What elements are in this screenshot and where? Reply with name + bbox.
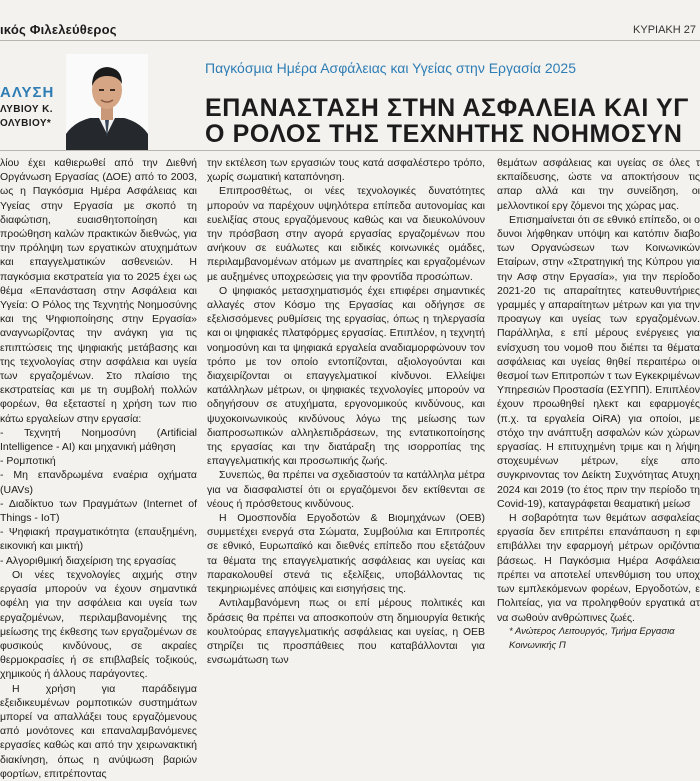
paragraph: Η σοβαρότητα των θεμάτων ασφαλείας εργασία δεν επιτρέπει επανάπαυση η εφι επιβάλλει την εφαρμογή μέτρων οριζόντια βάσεως. Η Παγκόσμια Ημέρα Ασφάλεια πρέπει να αποτελεί υπενθύμιση του υποχ των εμπλεκόμενων φορέων, Εργοδοτών, ε Πολιτείας, για να προληφθούν εργατικά ατ να σωθούν ανθρώπινες ζωές. — [497, 512, 700, 624]
author-portrait-image — [66, 54, 148, 150]
author-photo — [66, 54, 148, 150]
column-label: ΑΛΥΣΗ — [0, 84, 55, 101]
article-column-3 — [497, 156, 700, 656]
paragraph: Επισημαίνεται ότι σε εθνικό επίπεδο, οι ο δυνοι λήφθηκαν υπόψη και κατόπιν διαβο των Οργανώσεων των Κοινωνικών Εταίρων, στην «Στρατηγική της Κύπρου για την Ασφ στην Εργασία», για την περίοδο 2021-20 τις απαραίτητες κατευθυντήριες γραμμές γ απαραίτητων μέτρων και για την προαγωγ και υγείας των εργαζομένων. Παράλληλα, ε επί μέρους ενέργειες για ενίσχυση του νομοθ που διέπει τα θέματα ασφάλειας και υγείας θηθεί περαιτέρω οι θεσμοί των Επιτροπών τ των Εγκεκριμένων Υπηρεσιών Προστασία (ΕΣΥΠΠ). Επιπλέον έχουν προωθηθεί ηλεκτ και εφαρμογές (π.χ. τα εργαλεία OiRA) για οποίοι, με στόχο την ανάπτυξη ασφαλών κών χώρων εργασίας. Η επιτυχημένη τριμε και η λήψη στοχευμένων μέτρων, είχε απο συγκρινοντας τον Δείκτη Συχνότητας Ατυχη 2024 και 2019 (το έτος πριν την περίοδο τη Covid-19), καταγράφεται θεαματική μείωσ — [497, 213, 700, 510]
list-item: - Μη επανδρωμένα εναέρια οχήματα (UAVs) — [0, 469, 197, 496]
author-signature-dept: Κοινωνικής Π — [509, 639, 566, 651]
paragraph: λίου έχει καθιερωθεί από την Διεθνή Οργάνωση Εργασίας (ΔΟΕ) από το 2003, ως η Παγκόσμια Ημέρα Ασφάλειας και Υγείας στην Εργασία με σκοπό τη διαφώτιση, ευαισθητοποίηση και προώθηση καλών πρακτικών διεθνώς, για την πρόληψη των εργατικών ατυχημάτων και επαγγελματικών ασθενειών. Η παγκόσμια εκστρατεία για το 2025 έχει ως θέμα «Επανάσταση στην Ασφάλεια και Υγεία: Ο Ρόλος της Τεχνητής Νοημοσύνης και της Ψηφιοποίησης στην Εργασία» αναγνωρίζοντας την ανάγκη για τις επιπτώσεις της ψηφιακής μετάβασης και της τεχνολογίας στην ασφάλεια και υγεία των εργαζομένων. Στο πλαίσιο της εκστρατείας και με τη συμβολή πολλών φορέων, θα εξεταστεί η χρήση των πιο κάτω εργαλείων στην εργασία: — [0, 157, 197, 425]
header-divider — [0, 40, 700, 41]
paragraph: Οι νέες τεχνολογίες αιχμής στην εργασία μπορούν να έχουν σημαντικά οφέλη για την ασφάλεια και υγεία των εργαζομένων, περιλαμβανομένης της μείωσης της έκθεσης των εργαζομένων σε φυσικούς κινδύνους, σε ακραίες θερμοκρασίες ή σε επιβλαβείς τοξικούς, χημικούς ή άλλους παράγοντες. — [0, 568, 197, 681]
paragraph: Η Ομοσπονδία Εργοδοτών & Βιομηχάνων (ΟΕΒ) συμμετέχει ενεργά στα Σώματα, Συμβούλια και Επιτροπές σε εθνικό, Ευρωπαϊκό και διεθνές επίπεδο που εξετάζουν τα θέματα της επαγγελματικής ασφάλειας και υγείας και παρακολουθεί στενά τις εξελίξεις, υποβάλλοντας τις τεκμηριωμένες απόψεις και εισηγήσεις της. — [207, 512, 485, 596]
paragraph: Ο ψηφιακός μετασχηματισμός έχει επιφέρει σημαντικές αλλαγές στον Κόσμο της Εργασίας και οδήγησε σε εξελισσόμενες ρυθμίσεις της εργασίας, όπως η τηλεργασία και οι ψηφιακές πλατφόρμες εργασίας. Επιπλέον, η τεχνητή νοημοσύνη και τα ψηφιακά εργαλεία αναδιαμορφώνουν τον τρόπο με τον οποίο εντοπίζονται, αξιολογούνται και διαχειρίζονται οι επαγγελματικοί κίνδυνοι. Ελλείψει κατάλληλων μέτρων, οι ψηφιακές τεχνολογίες μπορούν να οδηγήσουν σε ατυχήματα, εργονομικούς κινδύνους, και ψυχοκοινωνικούς κινδύνους λόγω της μείωσης των διαπροσωπικών αλληλεπιδράσεων, της εντατικοποίησης της εργασίας και την διατάραξη της ισορροπίας της επαγγελματικής και προσωπικής ζωής. — [207, 284, 485, 468]
list-item: - Ρομποτική — [0, 455, 56, 468]
issue-date: ΚΥΡΙΑΚΗ 27 — [633, 24, 696, 36]
list-item: - Διαδίκτυο των Πραγμάτων (Internet of Things - IoT) — [0, 497, 197, 525]
paragraph: Συνεπώς, θα πρέπει να σχεδιαστούν τα κατάλληλα μέτρα για να διασφαλιστεί ότι οι εργαζόμενοι δεν εκτίθενται σε νέους ή πρόσθετους κινδύνους. — [207, 469, 485, 510]
paragraph: Η χρήση για παράδειγμα εξειδικευμένων ρομποτικών συστημάτων μπορεί να απαλλάξει τους εργαζόμενους από μονότονες και επαναλαμβανόμενες εργασίες καθώς και από την χειρωνακτική διακίνηση, όπως η ανύψωση βαριών φορτίων, επιτρέποντας — [0, 682, 197, 780]
article-column-1 — [0, 156, 197, 780]
paragraph: την εκτέλεση των εργασιών τους κατά ασφαλέστερο τρόπο, χωρίς σωματική καταπόνηση. — [207, 157, 485, 184]
paragraph: θεμάτων ασφάλειας και υγείας σε όλες τ εκπαίδευσης, ώστε να αποκτήσουν τις απαρ αλλά και την συνείδηση, οι μελλοντικοί εργ ζόμενοι της χώρας μας. — [497, 157, 700, 212]
author-name: ΛΥΒΙΟΥ Κ. — [0, 104, 53, 115]
paragraph: Επιπροσθέτως, οι νέες τεχνολογικές δυνατότητες μπορούν να παρέχουν υψηλότερα επίπεδα αυτονομίας και ευελιξίας στους εργαζόμενους καθώς και να διευκολύνουν την πρόσβαση στην αγορά εργασίας εργαζομένων που ανήκουν σε ευάλωτες και ειδικές κοινωνικές ομάδες, περιλαμβανομένων ατόμων με αναπηρίες και εργαζομένων με αυξημένες υποχρεώσεις για την φροντίδα προσώπων. — [207, 185, 485, 283]
paragraph: Αντιλαμβανόμενη πως οι επί μέρους πολιτικές και δράσεις θα πρέπει να αποσκοπούν στη δημιουργία θετικής κουλτούρας επαγγελματικής ασφάλειας και υγείας, η ΟΕΒ στηρίζει τις προσπάθειες που καταβάλλονται για ενσωμάτωση των — [207, 597, 485, 667]
article-kicker: Παγκόσμια Ημέρα Ασφάλειας και Υγείας στην Εργασία 2025 — [205, 60, 576, 76]
author-surname: ΟΛΥΒΙΟΥ* — [0, 118, 52, 129]
list-item: - Ψηφιακή πραγματικότητα (επαυξημένη, εικονική και μικτή) — [0, 526, 197, 553]
list-item: - Τεχνητή Νοημοσύνη (Artificial Intelligence - AI) και μηχανική μάθηση — [0, 426, 197, 454]
headline-line-1: ΕΠΑΝΑΣΤΑΣΗ ΣΤΗΝ ΑΣΦΑΛΕΙΑ ΚΑΙ ΥΓ — [205, 94, 689, 122]
headline-divider — [0, 150, 700, 151]
list-item: - Αλγοριθμική διαχείριση της εργασίας — [0, 554, 176, 567]
headline-line-2: Ο ΡΟΛΟΣ ΤΗΣ ΤΕΧΝΗΤΗΣ ΝΟΗΜΟΣΥΝ — [205, 120, 683, 148]
article-column-2 — [207, 156, 485, 667]
author-signature: * Ανώτερος Λειτουργός, Τμήμα Εργασια — [509, 625, 675, 637]
newspaper-name: ικός Φιλελεύθερος — [0, 22, 117, 37]
newspaper-header — [0, 0, 700, 40]
